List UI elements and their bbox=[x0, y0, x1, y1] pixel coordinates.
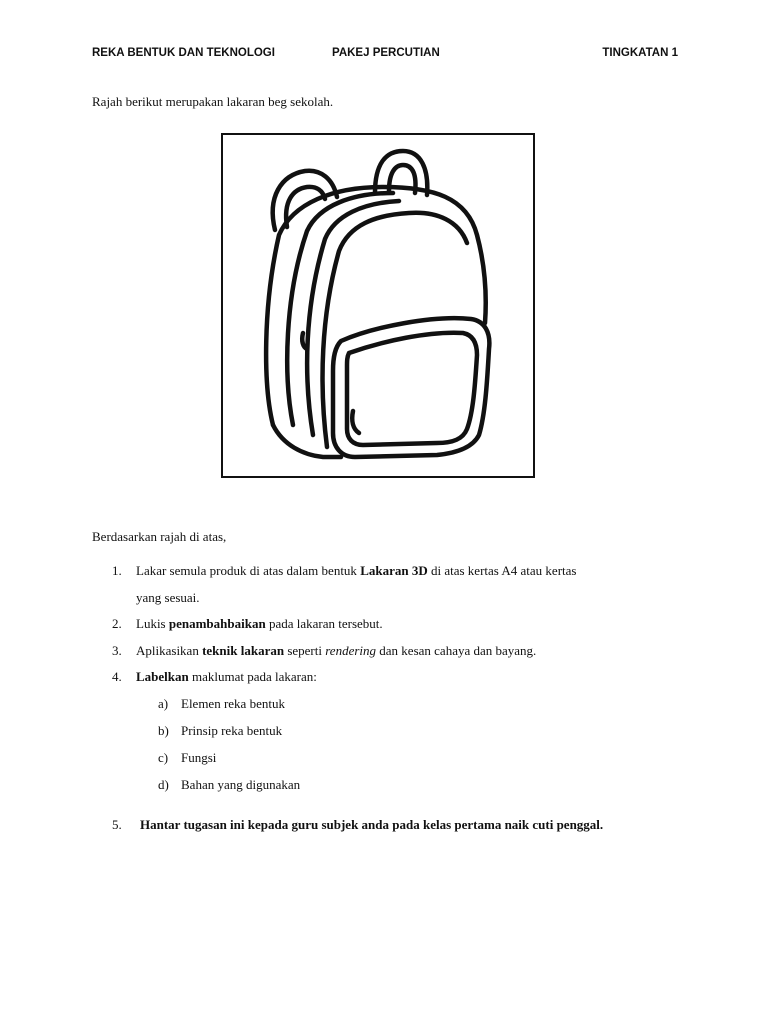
task-item bbox=[136, 643, 536, 659]
task-text: dan kesan cahaya dan bayang. bbox=[376, 643, 537, 658]
task-text: Lukis bbox=[136, 616, 169, 631]
task-italic: rendering bbox=[325, 643, 377, 658]
task-text: pada lakaran tersebut. bbox=[265, 616, 383, 631]
task-text: seperti bbox=[284, 643, 326, 658]
task-item bbox=[136, 563, 576, 579]
task-text: di atas kertas A4 atau kertas bbox=[427, 563, 577, 578]
subitem-text: Prinsip reka bentuk bbox=[181, 723, 283, 738]
backpack-sketch-icon bbox=[223, 135, 533, 476]
task-number: 5. bbox=[112, 817, 122, 832]
intro-text: Rajah berikut merupakan lakaran beg sekolah. bbox=[92, 94, 334, 109]
task-item bbox=[140, 817, 603, 833]
header-subject: REKA BENTUK DAN TEKNOLOGI bbox=[92, 47, 275, 59]
based-on-text: Berdasarkan rajah di atas, bbox=[92, 529, 227, 544]
task-continuation: yang sesuai. bbox=[136, 590, 200, 605]
task-bold: Labelkan bbox=[136, 669, 189, 684]
subitem-letter: b) bbox=[158, 723, 169, 738]
page-header bbox=[92, 47, 678, 67]
task-number: 3. bbox=[112, 643, 122, 658]
subitem-text: Elemen reka bentuk bbox=[181, 696, 285, 711]
header-package: PAKEJ PERCUTIAN bbox=[332, 47, 440, 59]
task-number: 2. bbox=[112, 616, 122, 631]
header-form: TINGKATAN 1 bbox=[602, 47, 678, 59]
task-bold: teknik lakaran bbox=[202, 643, 285, 658]
task-item bbox=[136, 669, 317, 685]
task-text: Aplikasikan bbox=[136, 643, 203, 658]
task-item bbox=[136, 616, 383, 632]
task-bold: penambahbaikan bbox=[168, 616, 266, 631]
subitem-text: Bahan yang digunakan bbox=[181, 777, 301, 792]
task-number: 1. bbox=[112, 563, 122, 578]
subitem-letter: c) bbox=[158, 750, 169, 765]
task-bold: Hantar tugasan ini kepada guru subjek anda pada kelas pertama naik cuti penggal. bbox=[140, 817, 604, 832]
subitem-letter: d) bbox=[158, 777, 169, 792]
task-bold: Lakaran 3D bbox=[360, 563, 428, 578]
task-number: 4. bbox=[112, 669, 122, 684]
task-text: Lakar semula produk di atas dalam bentuk bbox=[136, 563, 361, 578]
task-text: maklumat pada lakaran: bbox=[188, 669, 317, 684]
subitem-text: Fungsi bbox=[181, 750, 217, 765]
figure-frame bbox=[221, 133, 535, 478]
subitem-letter: a) bbox=[158, 696, 169, 711]
